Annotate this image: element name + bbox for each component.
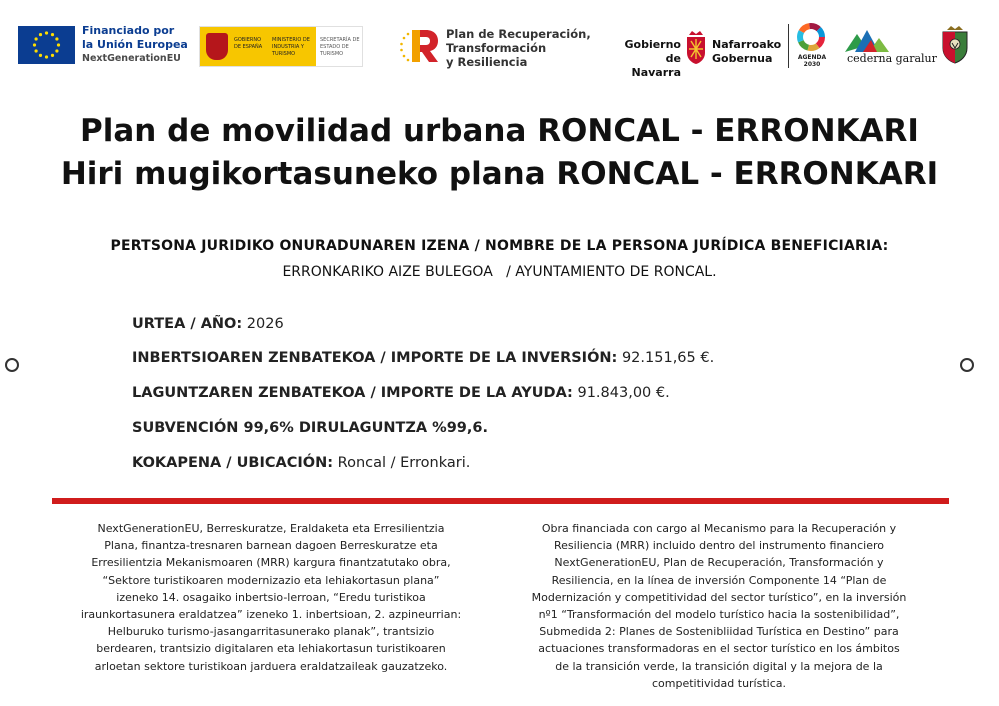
detail-subsidy <box>132 420 488 436</box>
eu-line-3: NextGenerationEU <box>82 53 181 64</box>
mounting-hole-right <box>960 358 974 372</box>
detail-aid <box>132 385 670 401</box>
detail-year-value: 2026 <box>242 316 284 332</box>
secretaria-text: SECRETARÍA DE ESTADO DE TURISMO <box>320 37 360 57</box>
funding-paragraph-es: Obra financiada con cargo al Mecanismo para la Recuperación y Resiliencia (MRR) incluido dentro del instrumento financiero NextGenerationEU, Plan de Recuperación, Transformación y Resiliencia, en la línea de inversión Componente 14 “Plan de Modernización y competitividad del sector turístico”, en la inversión nº1 “Transformación del modelo turístico hacia la sostenibilidad”, Submedida 2: Planes de Sostenibliidad Turística en Destino” para actuaciones transformadoras en el sector turístico en los ámbitos de la transición verde, la transición digital y la mejora de la competitividad turística. <box>531 522 907 690</box>
detail-aid-label: LAGUNTZAREN ZENBATEKOA / IMPORTE DE LA AYUDA: <box>132 385 573 401</box>
logo-strip <box>0 0 999 90</box>
detail-location <box>132 455 470 471</box>
detail-subsidy-label: SUBVENCIÓN 99,6% DIRULAGUNTZA %99,6. <box>132 420 488 436</box>
detail-aid-value: 91.843,00 €. <box>572 385 670 401</box>
detail-investment-label: INBERTSIOAREN ZENBATEKOA / IMPORTE DE LA INVERSIÓN: <box>132 350 618 366</box>
detail-investment <box>132 350 714 366</box>
prtr-line-2: Transformación <box>446 41 547 55</box>
prtr-line-1: Plan de Recuperación, <box>446 27 591 41</box>
navarra-text-es <box>613 38 681 80</box>
cederna-text: cederna garalur <box>847 52 937 65</box>
agenda-line-1: AGENDA <box>797 54 827 61</box>
beneficiary-label: PERTSONA JURIDIKO ONURADUNAREN IZENA / NOMBRE DE LA PERSONA JURÍDICA BENEFICIARIA: <box>110 238 889 254</box>
page-title-eu: Hiri mugikortasuneko plana RONCAL - ERRONKARI <box>60 156 939 192</box>
detail-year-label: URTEA / AÑO: <box>132 316 243 332</box>
eu-line-2: la Unión Europea <box>82 38 188 51</box>
sdg-wheel-icon <box>796 22 826 52</box>
spain-crest-icon <box>206 33 228 60</box>
eu-line-1: Financiado por <box>82 24 175 37</box>
agenda-line-2: 2030 <box>803 61 821 68</box>
navarra-es-line-2: de Navarra <box>631 52 681 79</box>
gobierno-espana-logo <box>199 26 363 67</box>
funding-paragraph-eu: NextGenerationEU, Berreskuratze, Eraldaketa eta Erresilientzia Plana, finantza-tresnaren barnean dagoen Berreskuratze eta Erresilientzia Mekanismoaren (MRR) kargura finantzatutako obra, “Sektore turistikoaren modernizazio eta lehiakortasun plana” izeneko 14. osagaiko inbertsio-lerroan, “Eredu turistikoa iraunkortasunera eraldatzea” izeneko 1. inbertsioan, 2. azpineurrian: Helburuko turismo-jasangarritasunerako planak”, trantsizio berdearen, trantsizio digitalaren eta lehiakortasun turistikoaren arloetan sektore turistikoan jarduera eraldatzaileak gauzatzeko. <box>80 522 462 673</box>
detail-location-value: Roncal / Erronkari. <box>333 455 471 471</box>
navarra-text-eu <box>712 38 781 66</box>
gobierno-espana-text: GOBIERNO DE ESPAÑA <box>234 37 263 50</box>
page-title-es: Plan de movilidad urbana RONCAL - ERRONKARI <box>80 113 919 149</box>
cederna-mountains-icon <box>843 26 891 54</box>
detail-year <box>132 316 284 332</box>
beneficiary-value: ERRONKARIKO AIZE BULEGOA / AYUNTAMIENTO DE RONCAL. <box>282 264 717 280</box>
prtr-r-mark-icon <box>398 26 442 66</box>
prtr-line-3: y Resiliencia <box>446 55 528 69</box>
ministerio-text: MINISTERIO DE INDUSTRIA Y TURISMO <box>272 37 310 57</box>
agenda-2030-text <box>792 54 832 68</box>
navarra-eu-line-1: Nafarroako <box>712 38 782 51</box>
prtr-text <box>446 27 591 69</box>
navarra-crest-icon <box>684 29 708 65</box>
logo-divider <box>788 24 789 68</box>
eu-funding-text <box>82 24 188 66</box>
navarra-es-line-1: Gobierno <box>624 38 681 51</box>
detail-investment-value: 92.151,65 €. <box>617 350 715 366</box>
mounting-hole-left <box>5 358 19 372</box>
roncal-coat-of-arms-icon <box>939 24 971 64</box>
red-divider <box>52 498 949 504</box>
detail-location-label: KOKAPENA / UBICACIÓN: <box>132 455 334 471</box>
eu-flag-icon <box>18 26 75 64</box>
navarra-eu-line-2: Gobernua <box>712 52 773 65</box>
